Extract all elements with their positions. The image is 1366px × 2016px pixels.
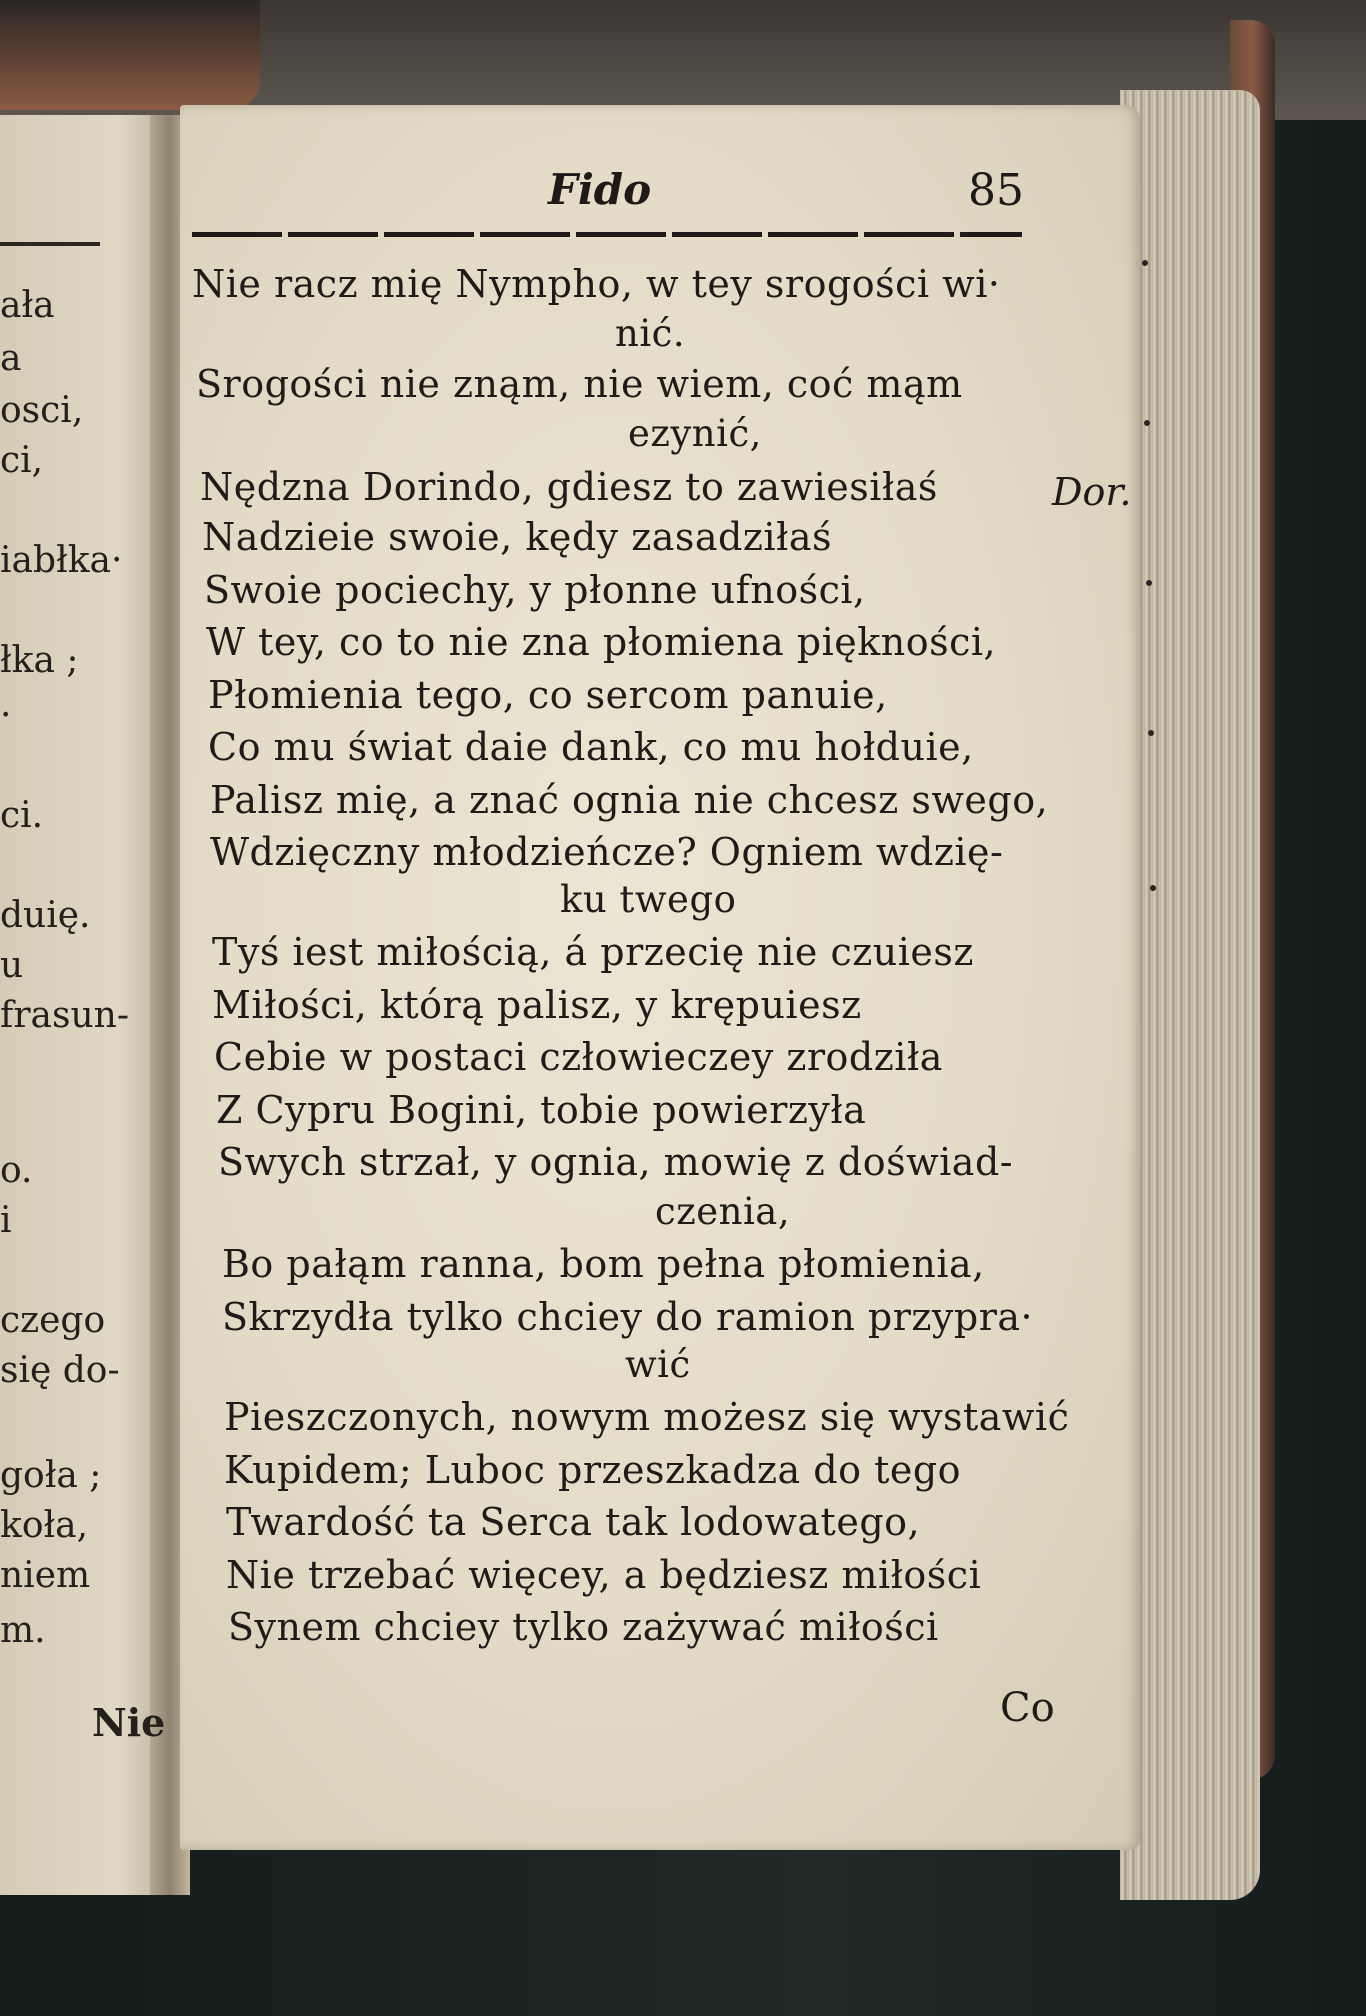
verse-line: Pieszczonych, nowym możesz się wystawić (224, 1395, 1070, 1439)
left-line: m. (0, 1610, 46, 1651)
left-line: o. (0, 1150, 33, 1191)
left-catchword: Nie (92, 1700, 166, 1745)
verse-line: Synem chciey tylko zażywać miłości (228, 1605, 939, 1649)
verse-line: Płomienia tego, co sercom panuie, (208, 673, 888, 717)
left-line: koła, (0, 1505, 89, 1546)
verse-line: czenia, (655, 1190, 791, 1233)
page-number: 85 (968, 165, 1024, 216)
left-line: ci, (0, 440, 44, 481)
verse-line: Co mu świat daie dank, co mu hołduie, (208, 725, 974, 769)
page-edge-mark (1142, 260, 1148, 266)
verse-line: W tey, co to nie zna płomiena piękności, (206, 620, 997, 664)
book-spine-leather (0, 0, 260, 110)
page-edge-mark (1150, 885, 1156, 891)
verse-line: Palisz mię, a znać ognia nie chcesz swego, (210, 778, 1049, 822)
verse-line: Twardość ta Serca tak lodowatego, (226, 1500, 921, 1544)
left-line: łka ; (0, 640, 79, 681)
left-line: i (0, 1200, 12, 1241)
left-line: a (0, 338, 22, 379)
left-header-rule (0, 242, 100, 246)
verse-line: Z Cypru Bogini, tobie powierzyła (216, 1088, 867, 1132)
verse-line: ezynić, (628, 412, 762, 455)
verse-line: Swoie pociechy, y płonne ufności, (204, 568, 866, 612)
margin-speaker-note: Dor. (1052, 470, 1132, 514)
left-line: frasun- (0, 995, 130, 1036)
page-edge-mark (1146, 580, 1152, 586)
header-rule (192, 232, 1022, 237)
left-line: u (0, 945, 24, 986)
left-line: niem (0, 1555, 91, 1596)
verse-line: wić (625, 1343, 691, 1386)
verse-line: Nie racz mię Nympho, w tey srogości wi· (192, 262, 1001, 306)
running-title: Fido (548, 165, 652, 214)
verse-line: Swych strzał, y ognia, mowię z doświad- (218, 1140, 1014, 1184)
left-line: duię. (0, 895, 91, 936)
verse-line: Nadzieie swoie, kędy zasadziłaś (202, 515, 833, 559)
left-line: osci, (0, 390, 84, 431)
left-line: ała (0, 285, 55, 326)
left-line: czego (0, 1300, 106, 1341)
verse-line: nić. (615, 312, 686, 355)
verse-line: Bo pałąm ranna, bom pełna płomienia, (222, 1242, 985, 1286)
left-line: ci. (0, 795, 44, 836)
left-line: · (0, 695, 12, 736)
verse-line: Wdzięczny młodzieńcze? Ogniem wdzię- (210, 830, 1004, 874)
verse-line: Skrzydła tylko chciey do ramion przypra· (222, 1295, 1034, 1339)
verse-line: Cebie w postaci człowieczey zrodziła (214, 1035, 943, 1079)
verse-line: Kupidem; Luboc przeszkadza do tego (224, 1448, 962, 1492)
page-stack-edge (1120, 90, 1260, 1900)
catchword: Co (1000, 1685, 1055, 1731)
verse-line: Miłości, którą palisz, y krępuiesz (212, 983, 862, 1027)
verse-line: Nędzna Dorindo, gdiesz to zawiesiłaś (200, 465, 938, 509)
left-line: iabłka· (0, 540, 123, 581)
verse-line: ku twego (560, 878, 737, 921)
verse-line: Nie trzebać więcey, a będziesz miłości (226, 1553, 982, 1597)
left-line: się do- (0, 1350, 120, 1391)
left-line: goła ; (0, 1455, 102, 1496)
page-edge-mark (1148, 730, 1154, 736)
verse-line: Srogości nie znąm, nie wiem, coć mąm (196, 362, 963, 406)
page-edge-mark (1144, 420, 1150, 426)
verse-line: Tyś iest miłością, á przecię nie czuiesz (212, 930, 974, 974)
